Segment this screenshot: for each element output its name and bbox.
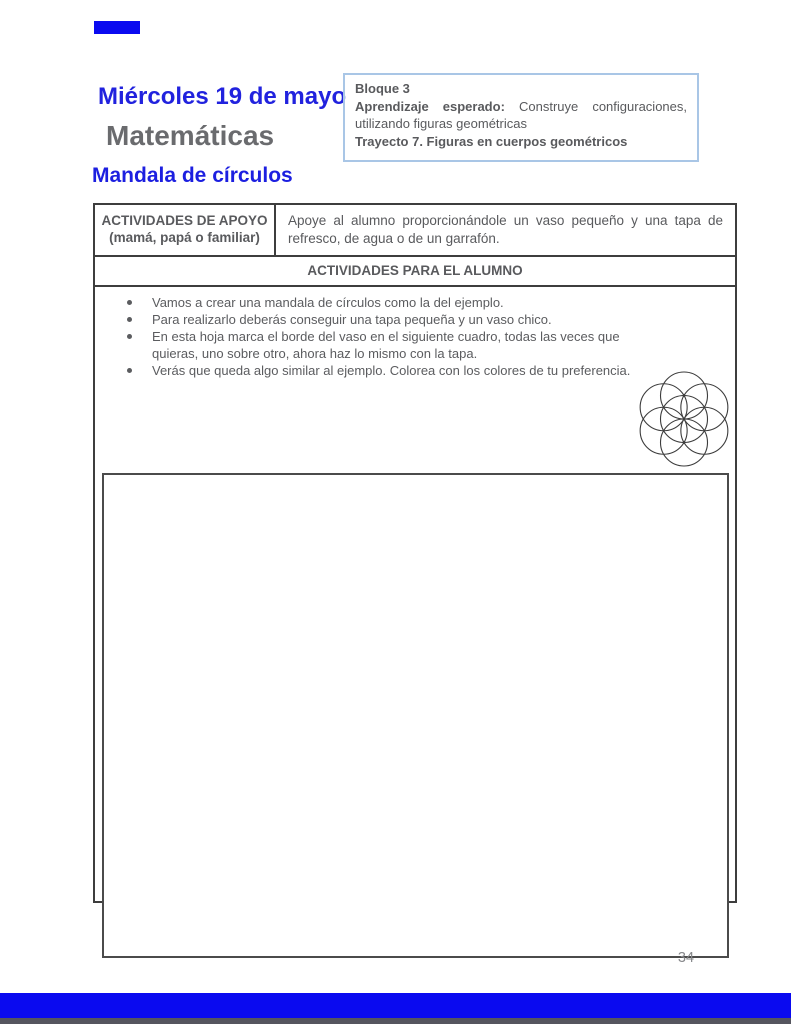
expected-learning [355,98,687,133]
list-item: Para realizarlo deberás conseguir una tapa pequeña y un vaso chico. [107,311,662,328]
support-header-cell [95,205,276,255]
subject-title: Matemáticas [106,120,275,151]
page-number: 34 [677,950,695,966]
block-label: Bloque 3 [355,81,410,96]
footer-bar [0,993,791,1018]
list-item: Verás que queda algo similar al ejemplo. Colorea con los colores de tu preferencia. [107,362,662,379]
support-header-line1: ACTIVIDADES DE APOYO [101,213,268,228]
student-activities-header: ACTIVIDADES PARA EL ALUMNO [95,257,735,287]
activity-title: Mandala de círculos [92,164,293,187]
expected-learning-text: Construye configuraciones, utilizando figuras geométricas [355,98,687,131]
worksheet-table [93,203,737,903]
footer-page-edge [0,1018,791,1024]
list-item: Vamos a crear una mandala de círculos como la del ejemplo. [107,294,662,311]
student-activities-content [95,287,735,901]
seed-of-life-illustration [636,371,732,467]
curriculum-info-box [343,73,699,162]
bullet-list [107,294,662,379]
date-title: Miércoles 19 de mayo [98,83,347,110]
support-header-line2: (mamá, papá o familiar) [109,230,260,245]
trajectory-label: Trayecto 7. Figuras en cuerpos geométricos [355,133,628,149]
list-item: En esta hoja marca el borde del vaso en el siguiente cuadro, todas las veces que quieras, uno sobre otro, ahora haz lo mismo con la tapa. [107,328,662,362]
expected-learning-label: Aprendizaje esperado: [355,98,505,114]
support-text-cell: Apoye al alumno proporcionándole un vaso pequeño y una tapa de refresco, de agua o de un garrafón. [288,213,723,246]
brand-mark-rectangle [94,21,140,34]
support-row [95,205,735,257]
drawing-area [102,473,729,958]
